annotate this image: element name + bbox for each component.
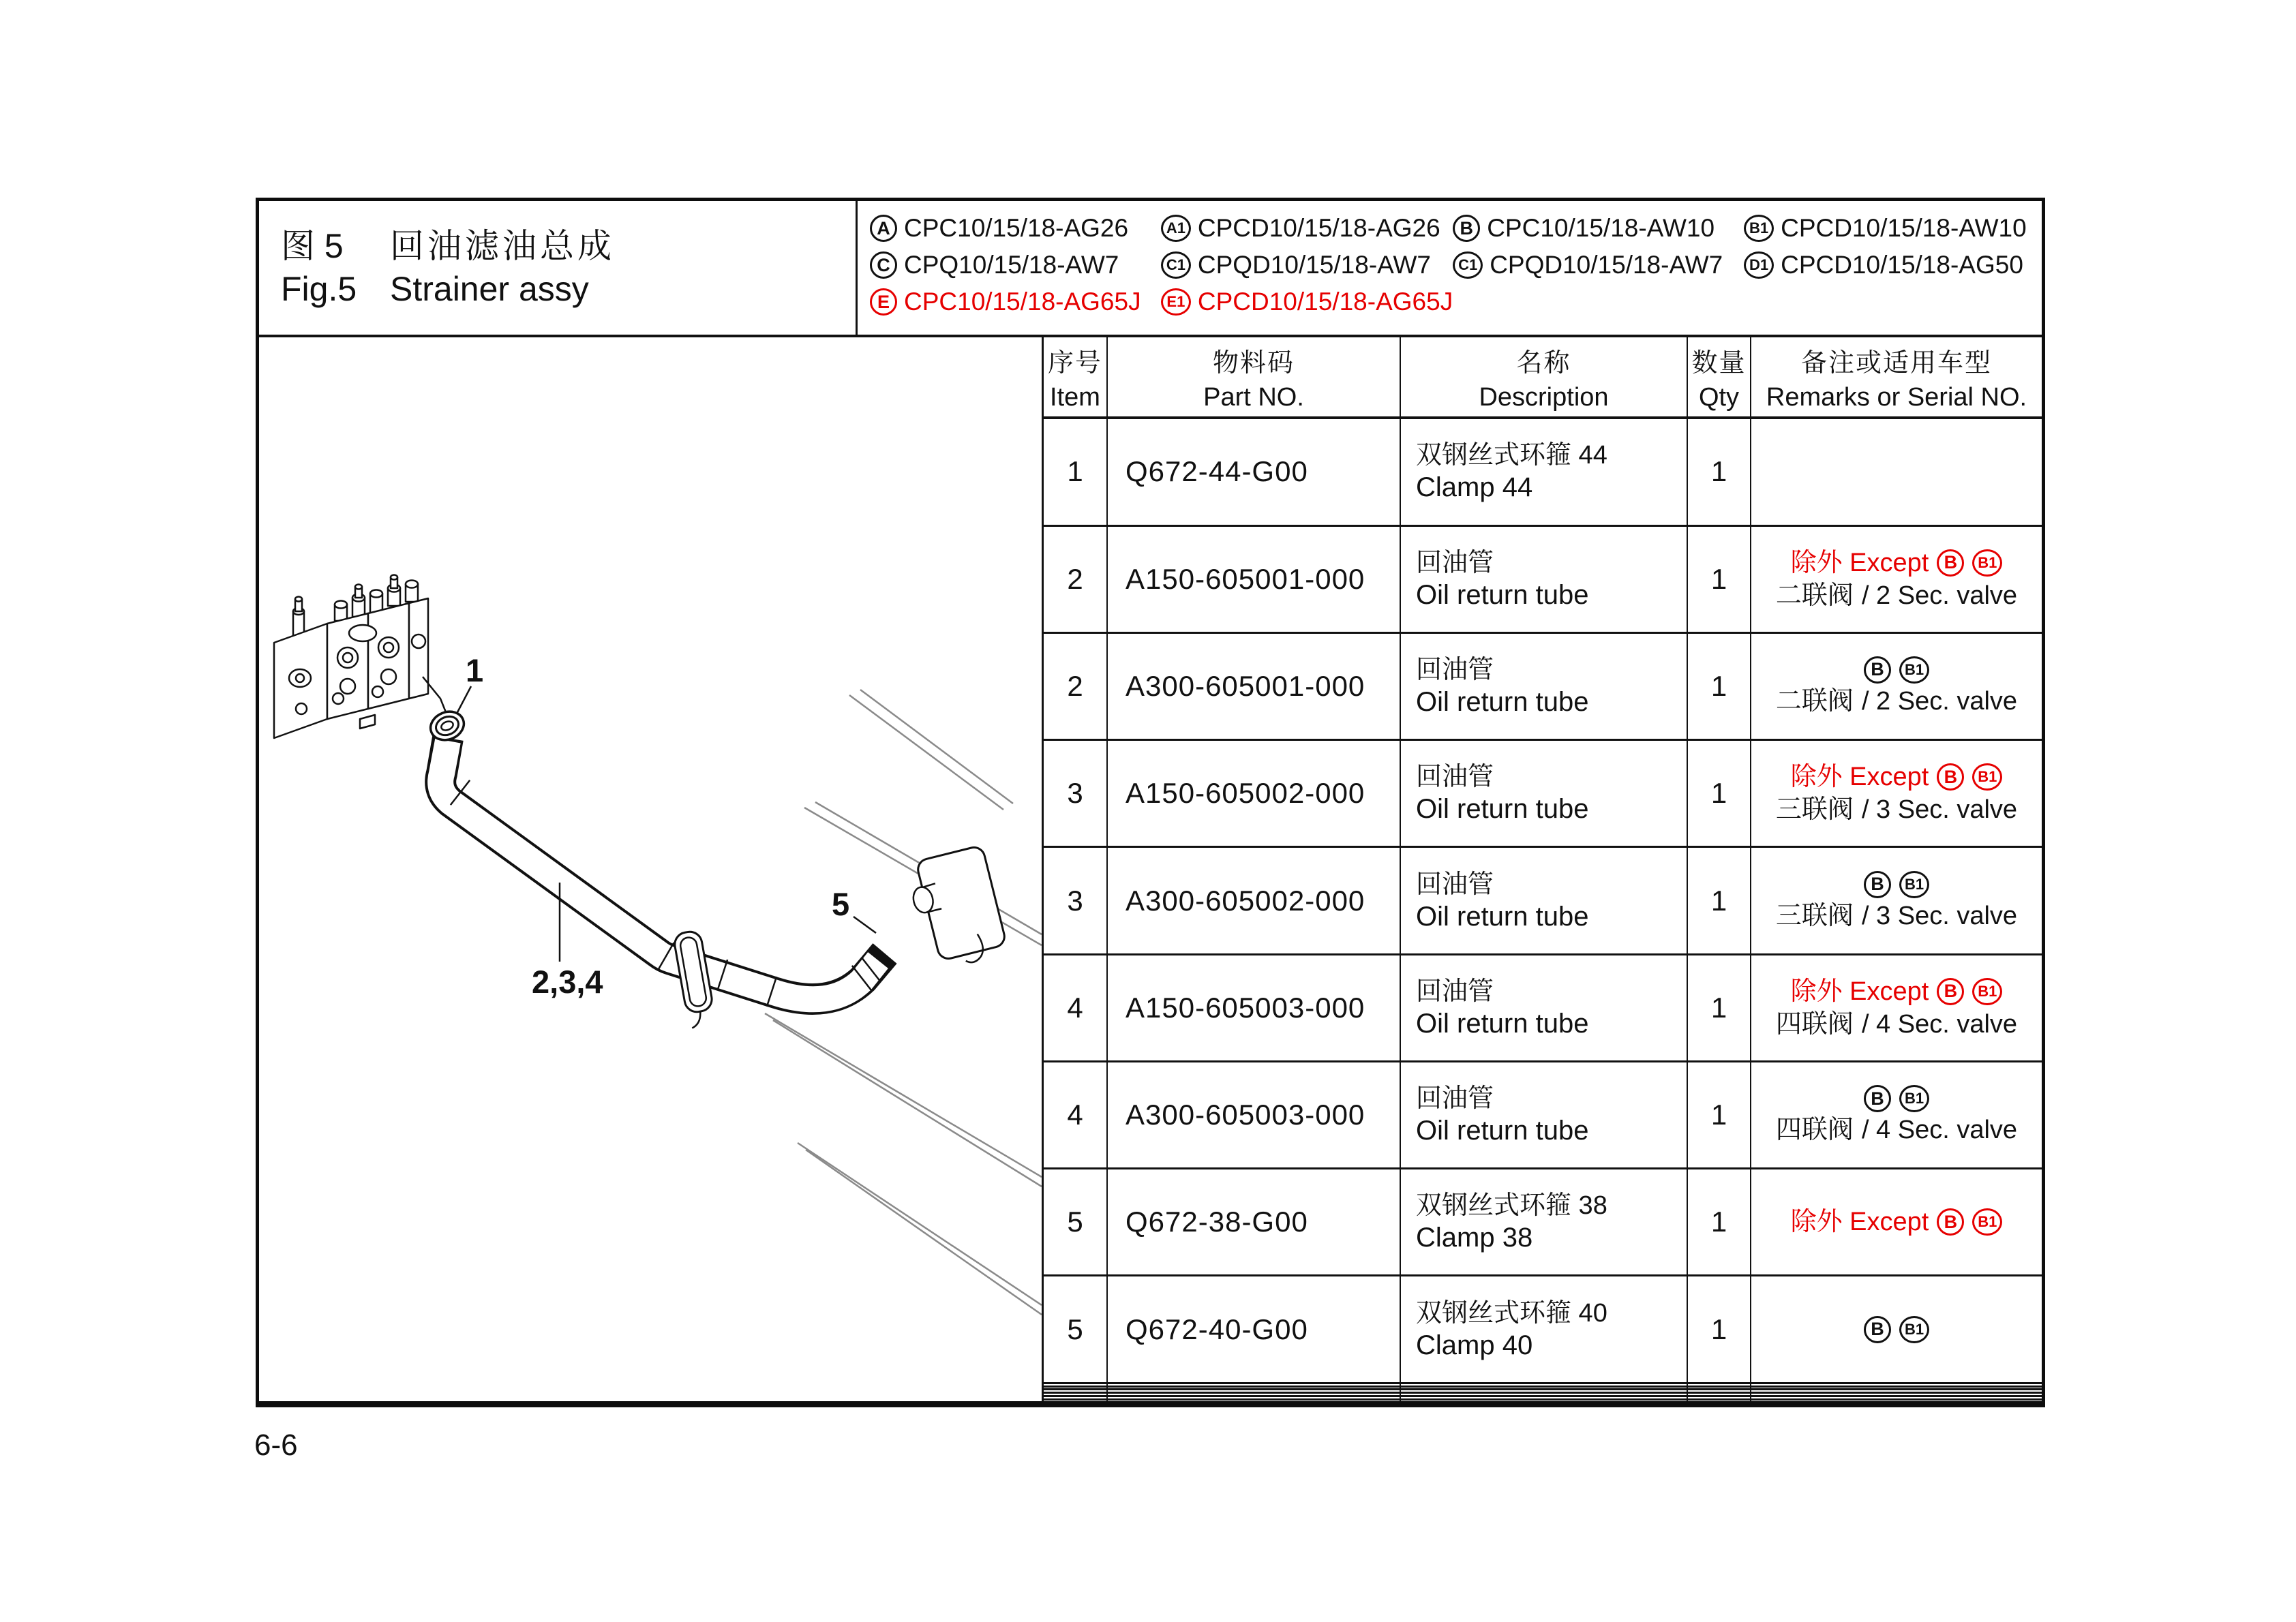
mounting-plate	[905, 845, 1009, 973]
model-entry	[1161, 287, 1453, 317]
cell-part-no: A150-605003-000	[1107, 954, 1400, 1061]
page-frame	[256, 198, 2045, 1407]
callout-1	[457, 652, 483, 714]
model-entry	[870, 213, 1161, 243]
description-en: Oil return tube	[1416, 686, 1589, 717]
table-row	[1044, 632, 2042, 739]
cell-item: 2	[1044, 525, 1107, 632]
cell-description	[1400, 740, 1687, 847]
remarks-line1	[1864, 1316, 1929, 1343]
model-badge: C1	[1161, 251, 1191, 279]
cell-qty: 1	[1687, 1276, 1751, 1383]
description-en: Oil return tube	[1416, 1116, 1589, 1146]
remark-badge: B	[1864, 656, 1891, 684]
description-en: Clamp 40	[1416, 1330, 1533, 1360]
remarks-line1	[1864, 656, 1929, 684]
remark-note-en: / 2 Sec. valve	[1861, 686, 2018, 716]
remark-note-en: / 4 Sec. valve	[1861, 1009, 2018, 1039]
model-code: CPCD10/15/18-AG65J	[1197, 288, 1453, 316]
remark-badge: B1	[1972, 1208, 2002, 1236]
model-code: CPCD10/15/18-AW10	[1781, 214, 2027, 242]
figure-title-cn: 回油滤油总成	[390, 227, 615, 265]
remark-note-en: / 3 Sec. valve	[1861, 901, 2018, 930]
description-cn: 回油管	[1416, 548, 1494, 577]
remark-note-cn: 二联阀	[1775, 581, 1854, 610]
col-header-part-no-cn: 物料码	[1212, 349, 1295, 378]
cell-item: 4	[1044, 1061, 1107, 1168]
description-cn: 双钢丝式环箍 40	[1416, 1298, 1607, 1328]
except-text: 除外 Except	[1790, 1208, 1929, 1237]
cell-remarks	[1751, 1061, 2042, 1168]
model-entry	[1744, 213, 2035, 243]
col-header-item	[1044, 337, 1107, 418]
remark-badge: B	[1864, 1085, 1891, 1112]
exploded-view-diagram	[259, 337, 1042, 1401]
cell-qty: 1	[1687, 1061, 1751, 1168]
description-cn: 回油管	[1416, 977, 1494, 1006]
cell-item: 2	[1044, 632, 1107, 739]
cell-part-no: A150-605001-000	[1107, 525, 1400, 632]
model-entry	[1161, 213, 1453, 243]
remark-note-cn: 三联阀	[1775, 901, 1854, 930]
control-valve-assembly	[274, 575, 428, 739]
model-badge: A1	[1161, 215, 1191, 242]
remarks-line1	[1791, 762, 2003, 792]
model-badge: A	[870, 215, 897, 242]
description-en: Clamp 38	[1416, 1223, 1533, 1253]
callout-5	[832, 886, 876, 933]
remark-badge: B1	[1899, 1316, 1929, 1343]
cell-item: 3	[1044, 847, 1107, 954]
remark-note-en: / 3 Sec. valve	[1861, 795, 2018, 825]
title-row-en	[281, 269, 856, 320]
model-code: CPC10/15/18-AG65J	[904, 288, 1141, 316]
cell-item: 1	[1044, 418, 1107, 525]
cell-remarks	[1751, 1276, 2042, 1383]
model-badge: D1	[1744, 251, 1774, 279]
remarks-line2	[1776, 1115, 2017, 1145]
cell-description	[1400, 954, 1687, 1061]
remarks-line2	[1776, 795, 2017, 825]
model-entry	[1744, 250, 2035, 280]
figure-number-en: Fig.5	[281, 270, 357, 308]
remarks-line1	[1864, 1085, 1929, 1112]
cell-qty: 1	[1687, 740, 1751, 847]
remark-badge: B1	[1899, 871, 1929, 898]
remarks-line1	[1791, 548, 2003, 578]
col-header-qty-cn: 数量	[1691, 349, 1747, 378]
cell-part-no: Q672-44-G00	[1107, 418, 1400, 525]
model-badge: E	[870, 288, 897, 316]
cell-description	[1400, 632, 1687, 739]
figure-title-en: Strainer assy	[390, 270, 589, 308]
remark-badge: B	[1937, 763, 1964, 791]
model-code: CPCD10/15/18-AG50	[1781, 251, 2023, 279]
col-header-description	[1400, 337, 1687, 418]
model-badge: C	[870, 251, 897, 279]
remark-badge: B1	[1899, 1085, 1929, 1112]
callout-5-label: 5	[832, 886, 850, 922]
remark-badge: B1	[1972, 978, 2002, 1005]
cell-empty	[1107, 1400, 1400, 1402]
description-en: Oil return tube	[1416, 1008, 1589, 1039]
remark-note-cn: 四联阀	[1775, 1009, 1854, 1039]
remarks-line2	[1776, 901, 2017, 931]
remark-note-en: / 4 Sec. valve	[1861, 1116, 2018, 1145]
callout-2-3-4-label: 2,3,4	[532, 964, 603, 1000]
table-row	[1044, 525, 2042, 632]
model-entry	[1453, 250, 1744, 280]
model-entry	[870, 250, 1161, 280]
cell-qty: 1	[1687, 847, 1751, 954]
title-row-cn	[281, 219, 856, 269]
table-header-row	[1044, 337, 2042, 418]
model-badge: B	[1453, 215, 1480, 242]
table-row-empty	[1044, 1400, 2042, 1402]
remarks-line1	[1791, 977, 2003, 1007]
model-code: CPQD10/15/18-AW7	[1197, 251, 1431, 279]
remark-note-cn: 四联阀	[1775, 1116, 1854, 1145]
cell-qty: 1	[1687, 525, 1751, 632]
except-text: 除外 Except	[1790, 977, 1929, 1006]
description-cn: 回油管	[1416, 870, 1494, 899]
remarks-line2	[1776, 581, 2017, 611]
callout-1-label: 1	[466, 652, 484, 688]
col-header-description-cn: 名称	[1516, 349, 1571, 378]
header-band	[259, 201, 2042, 337]
cell-part-no: Q672-38-G00	[1107, 1169, 1400, 1276]
cell-remarks	[1751, 954, 2042, 1061]
remarks-line2	[1776, 686, 2017, 716]
description-en: Oil return tube	[1416, 794, 1589, 825]
model-legend	[858, 201, 2042, 335]
cell-remarks	[1751, 740, 2042, 847]
model-badge: C1	[1453, 251, 1483, 279]
cell-qty: 1	[1687, 1169, 1751, 1276]
remarks-line1	[1791, 1207, 2003, 1237]
cell-description	[1400, 1276, 1687, 1383]
col-header-qty-en: Qty	[1698, 383, 1740, 412]
remark-badge: B1	[1972, 549, 2002, 577]
description-cn: 回油管	[1416, 1084, 1494, 1114]
table-row	[1044, 847, 2042, 954]
description-cn: 回油管	[1416, 763, 1494, 792]
col-header-remarks	[1751, 337, 2042, 418]
cell-part-no: Q672-40-G00	[1107, 1276, 1400, 1383]
table-row	[1044, 1061, 2042, 1168]
model-entry	[1161, 250, 1453, 280]
cell-empty	[1044, 1400, 1107, 1402]
remarks-line1	[1864, 871, 1929, 898]
model-code: CPQ10/15/18-AW7	[904, 251, 1119, 279]
model-code: CPQD10/15/18-AW7	[1490, 251, 1723, 279]
cell-qty: 1	[1687, 632, 1751, 739]
model-code: CPC10/15/18-AW10	[1487, 214, 1715, 242]
description-en: Clamp 44	[1416, 472, 1533, 503]
remark-badge: B	[1937, 549, 1964, 577]
cell-description	[1400, 847, 1687, 954]
col-header-item-en: Item	[1050, 383, 1100, 412]
description-cn: 回油管	[1416, 655, 1494, 684]
description-en: Oil return tube	[1416, 901, 1589, 932]
description-cn: 双钢丝式环箍 38	[1416, 1191, 1607, 1221]
col-header-description-en: Description	[1479, 383, 1609, 412]
model-badge: E1	[1161, 288, 1191, 316]
cell-item: 3	[1044, 740, 1107, 847]
cell-item: 5	[1044, 1169, 1107, 1276]
cell-part-no: A300-605001-000	[1107, 632, 1400, 739]
cell-empty	[1400, 1400, 1687, 1402]
model-code: CPCD10/15/18-AG26	[1197, 214, 1440, 242]
description-cn: 双钢丝式环箍 44	[1416, 441, 1607, 470]
remark-badge: B	[1937, 1208, 1964, 1236]
page-number: 6-6	[254, 1428, 298, 1462]
parts-table	[1044, 337, 2042, 1401]
remark-note-cn: 二联阀	[1775, 686, 1854, 716]
title-block	[259, 201, 858, 335]
cell-description	[1400, 525, 1687, 632]
model-code: CPC10/15/18-AG26	[904, 214, 1129, 242]
remark-badge: B	[1937, 978, 1964, 1005]
remark-note-cn: 三联阀	[1775, 795, 1854, 825]
remark-badge: B1	[1972, 763, 2002, 791]
cell-remarks	[1751, 632, 2042, 739]
col-header-qty	[1687, 337, 1751, 418]
remark-badge: B	[1864, 871, 1891, 898]
table-row	[1044, 740, 2042, 847]
table-row	[1044, 1276, 2042, 1383]
cell-qty: 1	[1687, 954, 1751, 1061]
cell-item: 4	[1044, 954, 1107, 1061]
model-badge: B1	[1744, 215, 1774, 242]
cell-empty	[1687, 1400, 1751, 1402]
figure-number-cn: 图 5	[281, 227, 344, 265]
cell-description	[1400, 418, 1687, 525]
remarks-line2	[1776, 1009, 2017, 1039]
cell-qty: 1	[1687, 418, 1751, 525]
cell-description	[1400, 1169, 1687, 1276]
cell-item: 5	[1044, 1276, 1107, 1383]
oil-return-tube	[426, 707, 885, 1007]
except-text: 除外 Except	[1790, 763, 1929, 792]
cell-empty	[1751, 1400, 2042, 1402]
cell-description	[1400, 1061, 1687, 1168]
cell-remarks	[1751, 525, 2042, 632]
model-entry	[870, 287, 1161, 317]
parts-table-zone	[1042, 337, 2042, 1401]
cell-part-no: A300-605003-000	[1107, 1061, 1400, 1168]
cell-part-no: A150-605002-000	[1107, 740, 1400, 847]
col-header-item-cn: 序号	[1047, 349, 1102, 378]
remark-badge: B	[1864, 1316, 1891, 1343]
col-header-part-no	[1107, 337, 1400, 418]
table-row	[1044, 418, 2042, 525]
model-entry	[1453, 213, 1744, 243]
cell-part-no: A300-605002-000	[1107, 847, 1400, 954]
col-header-remarks-cn: 备注或适用车型	[1800, 349, 1992, 378]
col-header-part-no-en: Part NO.	[1203, 383, 1304, 412]
except-text: 除外 Except	[1790, 548, 1929, 577]
table-row	[1044, 1169, 2042, 1276]
table-row	[1044, 954, 2042, 1061]
cell-remarks	[1751, 847, 2042, 954]
description-en: Oil return tube	[1416, 579, 1589, 610]
remark-badge: B1	[1899, 656, 1929, 684]
cell-remarks	[1751, 1169, 2042, 1276]
cell-remarks	[1751, 418, 2042, 525]
col-header-remarks-en: Remarks or Serial NO.	[1766, 383, 2027, 412]
remark-note-en: / 2 Sec. valve	[1861, 581, 2018, 610]
